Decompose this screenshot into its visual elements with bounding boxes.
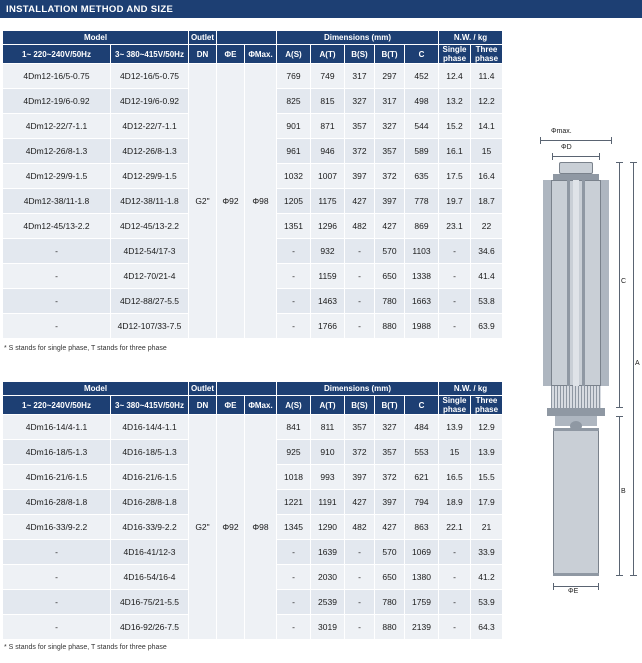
cell-c: 635 <box>405 164 439 189</box>
footnote-1: * S stands for single phase, T stands for three phase <box>4 345 167 352</box>
cell-nw-single: - <box>439 289 471 314</box>
cell-as: 961 <box>277 139 311 164</box>
cell-at: 932 <box>311 239 345 264</box>
cell-bs: 427 <box>345 490 375 515</box>
cell-at: 1639 <box>311 540 345 565</box>
th-nw: N.W. / kg <box>439 31 503 45</box>
cell-model-three: 4D12-19/6-0.92 <box>111 89 189 114</box>
stage-line-1 <box>567 180 570 386</box>
cell-c: 1759 <box>405 590 439 615</box>
cell-nw-three: 63.9 <box>471 314 503 339</box>
cell-model-three: 4D12-26/8-1.3 <box>111 139 189 164</box>
motor-body <box>553 428 599 576</box>
cell-model-single: 4Dm16-14/4-1.1 <box>3 415 111 440</box>
cell-bt: 780 <box>375 590 405 615</box>
cell-nw-single: 17.5 <box>439 164 471 189</box>
table-row <box>3 64 503 89</box>
label-phi-e: ΦE <box>568 588 579 595</box>
cell-as: - <box>277 590 311 615</box>
dim-tick-phie-right <box>598 583 599 590</box>
cell-at: 1766 <box>311 314 345 339</box>
cell-as: - <box>277 239 311 264</box>
cell-model-single: - <box>3 264 111 289</box>
cell-nw-three: 12.9 <box>471 415 503 440</box>
cell-model-three: 4D16-28/8-1.8 <box>111 490 189 515</box>
cell-c: 1069 <box>405 540 439 565</box>
cell-as: 1345 <box>277 515 311 540</box>
cell-model-single: - <box>3 615 111 640</box>
cell-nw-three: 41.4 <box>471 264 503 289</box>
cell-model-three: 4D16-75/21-5.5 <box>111 590 189 615</box>
table-header-row-1 <box>3 31 503 45</box>
cell-as: - <box>277 264 311 289</box>
cell-bs: 372 <box>345 440 375 465</box>
cell-as: 1221 <box>277 490 311 515</box>
cell-bs: - <box>345 264 375 289</box>
cell-as: 901 <box>277 114 311 139</box>
cell-at: 946 <box>311 139 345 164</box>
cell-nw-single: - <box>439 615 471 640</box>
cell-as: 1018 <box>277 465 311 490</box>
cell-phi-max: Φ98 <box>245 415 277 640</box>
cell-at: 2539 <box>311 590 345 615</box>
cell-at: 871 <box>311 114 345 139</box>
cell-model-three: 4D12-107/33-7.5 <box>111 314 189 339</box>
support-rail-left <box>543 180 551 386</box>
cell-c: 589 <box>405 139 439 164</box>
cell-model-three: 4D16-41/12-3 <box>111 540 189 565</box>
cell-bt: 327 <box>375 114 405 139</box>
cell-c: 544 <box>405 114 439 139</box>
cell-at: 1007 <box>311 164 345 189</box>
cell-bt: 317 <box>375 89 405 114</box>
dim-tick-c-top <box>616 162 623 163</box>
cell-bs: 357 <box>345 415 375 440</box>
th-phi-max: ΦMax. <box>245 45 277 64</box>
cell-as: - <box>277 289 311 314</box>
cell-nw-single: 18.9 <box>439 490 471 515</box>
cell-bs: - <box>345 314 375 339</box>
cell-as: 925 <box>277 440 311 465</box>
th-as: A(S) <box>277 45 311 64</box>
cell-bt: 780 <box>375 289 405 314</box>
cell-phi-e: Φ92 <box>217 415 245 640</box>
cell-nw-three: 13.9 <box>471 440 503 465</box>
th-bs: B(S) <box>345 396 375 415</box>
cell-nw-three: 41.2 <box>471 565 503 590</box>
cell-bs: - <box>345 540 375 565</box>
th-outlet-spacer <box>217 382 277 396</box>
cell-at: 1191 <box>311 490 345 515</box>
cell-bt: 397 <box>375 189 405 214</box>
motor-top-edge <box>553 428 599 431</box>
cell-bs: 317 <box>345 64 375 89</box>
th-nw: N.W. / kg <box>439 382 503 396</box>
cell-bt: 650 <box>375 565 405 590</box>
cell-as: 769 <box>277 64 311 89</box>
suction-strainer <box>551 386 601 408</box>
cell-as: - <box>277 565 311 590</box>
dim-line-phid <box>552 156 600 157</box>
th-single-phase: Single phase <box>439 396 471 415</box>
support-rail-right <box>601 180 609 386</box>
th-c: C <box>405 45 439 64</box>
cell-model-three: 4D16-14/4-1.1 <box>111 415 189 440</box>
th-three-phase: Three phase <box>471 45 503 64</box>
th-bt: B(T) <box>375 45 405 64</box>
spec-table-2-body <box>3 415 503 640</box>
spec-table-1-body <box>3 64 503 339</box>
stage-shaft <box>573 180 579 386</box>
th-phi-max: ΦMax. <box>245 396 277 415</box>
cell-model-three: 4D12-16/5-0.75 <box>111 64 189 89</box>
cell-c: 484 <box>405 415 439 440</box>
cell-c: 621 <box>405 465 439 490</box>
th-single-phase: Single phase <box>439 45 471 64</box>
cell-at: 2030 <box>311 565 345 590</box>
footnote-2: * S stands for single phase, T stands for three phase <box>4 644 167 651</box>
th-dimensions: Dimensions (mm) <box>277 382 439 396</box>
cell-at: 1159 <box>311 264 345 289</box>
cell-as: - <box>277 615 311 640</box>
cell-model-three: 4D16-54/16-4 <box>111 565 189 590</box>
cell-model-three: 4D12-29/9-1.5 <box>111 164 189 189</box>
cell-phi-e: Φ92 <box>217 64 245 339</box>
cell-nw-three: 14.1 <box>471 114 503 139</box>
cell-as: 841 <box>277 415 311 440</box>
cell-bt: 880 <box>375 615 405 640</box>
cell-nw-three: 21 <box>471 515 503 540</box>
cell-as: - <box>277 314 311 339</box>
dim-line-b <box>619 416 620 576</box>
suction-flange <box>547 408 605 416</box>
page-title: INSTALLATION METHOD AND SIZE <box>0 0 642 18</box>
cell-model-single: 4Dm12-19/6-0.92 <box>3 89 111 114</box>
cell-nw-three: 16.4 <box>471 164 503 189</box>
cell-model-single: 4Dm12-16/5-0.75 <box>3 64 111 89</box>
cell-bs: 372 <box>345 139 375 164</box>
cell-bt: 427 <box>375 515 405 540</box>
cell-bt: 650 <box>375 264 405 289</box>
cell-bt: 357 <box>375 139 405 164</box>
pump-dimension-drawing <box>523 128 641 598</box>
dim-tick-phimax-right <box>611 137 612 144</box>
cell-nw-single: 16.5 <box>439 465 471 490</box>
cell-bt: 427 <box>375 214 405 239</box>
cell-c: 794 <box>405 490 439 515</box>
th-model: Model <box>3 382 189 396</box>
th-outlet: Outlet <box>189 382 217 396</box>
th-bt: B(T) <box>375 396 405 415</box>
dim-line-a <box>633 162 634 576</box>
cell-bs: - <box>345 565 375 590</box>
cell-c: 2139 <box>405 615 439 640</box>
dim-tick-phid-right <box>599 153 600 160</box>
th-model-three: 3~ 380~415V/50Hz <box>111 45 189 64</box>
cell-bs: - <box>345 239 375 264</box>
cell-model-single: 4Dm16-33/9-2.2 <box>3 515 111 540</box>
cell-model-three: 4D12-45/13-2.2 <box>111 214 189 239</box>
cell-bs: - <box>345 590 375 615</box>
cell-at: 993 <box>311 465 345 490</box>
cell-c: 778 <box>405 189 439 214</box>
cell-model-three: 4D16-21/6-1.5 <box>111 465 189 490</box>
cell-bt: 357 <box>375 440 405 465</box>
cell-nw-single: 12.4 <box>439 64 471 89</box>
cell-model-three: 4D16-18/5-1.3 <box>111 440 189 465</box>
cell-model-single: 4Dm12-26/8-1.3 <box>3 139 111 164</box>
cell-c: 498 <box>405 89 439 114</box>
dim-line-phie <box>553 586 599 587</box>
cell-at: 910 <box>311 440 345 465</box>
dim-tick-phie-left <box>553 583 554 590</box>
cell-nw-single: - <box>439 239 471 264</box>
stage-line-2 <box>582 180 585 386</box>
cell-dn: G2" <box>189 64 217 339</box>
th-phi-e: ΦE <box>217 396 245 415</box>
cell-nw-single: - <box>439 540 471 565</box>
th-phi-e: ΦE <box>217 45 245 64</box>
cell-nw-single: - <box>439 314 471 339</box>
outlet-port <box>559 162 593 174</box>
cell-as: 1351 <box>277 214 311 239</box>
th-dn: DN <box>189 396 217 415</box>
cell-nw-three: 15.5 <box>471 465 503 490</box>
cell-model-single: - <box>3 314 111 339</box>
label-phi-d: ΦD <box>561 144 572 151</box>
cell-as: 1032 <box>277 164 311 189</box>
cell-nw-three: 18.7 <box>471 189 503 214</box>
cell-bs: 482 <box>345 515 375 540</box>
cell-bt: 570 <box>375 540 405 565</box>
cell-as: 1205 <box>277 189 311 214</box>
th-outlet: Outlet <box>189 31 217 45</box>
cell-dn: G2" <box>189 415 217 640</box>
th-bs: B(S) <box>345 45 375 64</box>
cell-model-single: - <box>3 239 111 264</box>
cell-nw-three: 17.9 <box>471 490 503 515</box>
cell-c: 869 <box>405 214 439 239</box>
dim-tick-a-bottom <box>630 575 637 576</box>
table-header-row-2 <box>3 396 503 415</box>
cell-nw-three: 11.4 <box>471 64 503 89</box>
table-header-row-1 <box>3 382 503 396</box>
cell-bs: - <box>345 289 375 314</box>
cell-nw-single: - <box>439 565 471 590</box>
cell-model-single: - <box>3 565 111 590</box>
cell-nw-single: 16.1 <box>439 139 471 164</box>
cell-at: 3019 <box>311 615 345 640</box>
cell-nw-three: 53.9 <box>471 590 503 615</box>
cell-nw-single: 22.1 <box>439 515 471 540</box>
cell-nw-single: 15 <box>439 440 471 465</box>
cell-at: 1175 <box>311 189 345 214</box>
cell-c: 1103 <box>405 239 439 264</box>
cell-model-single: 4Dm12-45/13-2.2 <box>3 214 111 239</box>
dim-line-c <box>619 162 620 408</box>
cell-nw-three: 12.2 <box>471 89 503 114</box>
cell-nw-single: 13.2 <box>439 89 471 114</box>
table-row <box>3 415 503 440</box>
cell-at: 815 <box>311 89 345 114</box>
th-at: A(T) <box>311 396 345 415</box>
cell-model-single: 4Dm16-18/5-1.3 <box>3 440 111 465</box>
label-a: A <box>635 360 640 367</box>
cell-c: 553 <box>405 440 439 465</box>
cell-bs: - <box>345 615 375 640</box>
cell-nw-single: - <box>439 264 471 289</box>
cell-model-three: 4D12-54/17-3 <box>111 239 189 264</box>
label-b: B <box>621 488 626 495</box>
cell-model-three: 4D16-33/9-2.2 <box>111 515 189 540</box>
cell-nw-single: 23.1 <box>439 214 471 239</box>
cell-phi-max: Φ98 <box>245 64 277 339</box>
label-phi-max: Φmax. <box>551 128 572 135</box>
cell-at: 1463 <box>311 289 345 314</box>
dim-line-phimax <box>540 140 612 141</box>
th-dimensions: Dimensions (mm) <box>277 31 439 45</box>
cell-model-single: - <box>3 289 111 314</box>
cell-c: 863 <box>405 515 439 540</box>
cell-bs: 482 <box>345 214 375 239</box>
table-header-row-2 <box>3 45 503 64</box>
dim-tick-c-bottom <box>616 407 623 408</box>
cell-bt: 880 <box>375 314 405 339</box>
cell-model-single: - <box>3 540 111 565</box>
label-c: C <box>621 278 627 285</box>
cell-nw-single: 13.9 <box>439 415 471 440</box>
cell-bs: 357 <box>345 114 375 139</box>
cell-bs: 327 <box>345 89 375 114</box>
th-model-single: 1~ 220~240V/50Hz <box>3 45 111 64</box>
cell-bt: 372 <box>375 164 405 189</box>
cell-nw-single: 19.7 <box>439 189 471 214</box>
dim-tick-b-bottom <box>616 575 623 576</box>
cell-c: 1338 <box>405 264 439 289</box>
dim-tick-b-top <box>616 416 623 417</box>
cell-c: 1380 <box>405 565 439 590</box>
th-outlet-spacer <box>217 31 277 45</box>
cell-at: 811 <box>311 415 345 440</box>
cell-c: 1663 <box>405 289 439 314</box>
cell-nw-single: - <box>439 590 471 615</box>
cell-at: 749 <box>311 64 345 89</box>
cell-nw-single: 15.2 <box>439 114 471 139</box>
cell-bt: 372 <box>375 465 405 490</box>
cell-as: - <box>277 540 311 565</box>
cell-model-three: 4D16-92/26-7.5 <box>111 615 189 640</box>
th-model: Model <box>3 31 189 45</box>
th-at: A(T) <box>311 45 345 64</box>
spec-table-2-wrapper <box>2 381 503 640</box>
dim-tick-a-top <box>630 162 637 163</box>
cell-bs: 397 <box>345 164 375 189</box>
spec-table-2 <box>2 381 503 640</box>
cell-model-single: 4Dm16-21/6-1.5 <box>3 465 111 490</box>
cell-model-three: 4D12-70/21-4 <box>111 264 189 289</box>
th-as: A(S) <box>277 396 311 415</box>
cell-model-three: 4D12-22/7-1.1 <box>111 114 189 139</box>
cell-as: 825 <box>277 89 311 114</box>
cell-c: 452 <box>405 64 439 89</box>
cell-c: 1988 <box>405 314 439 339</box>
cell-nw-three: 53.8 <box>471 289 503 314</box>
cell-model-single: 4Dm12-29/9-1.5 <box>3 164 111 189</box>
dim-tick-phimax-left <box>540 137 541 144</box>
cell-nw-three: 34.6 <box>471 239 503 264</box>
cell-model-single: 4Dm16-28/8-1.8 <box>3 490 111 515</box>
cell-nw-three: 33.9 <box>471 540 503 565</box>
cell-at: 1296 <box>311 214 345 239</box>
cell-bs: 427 <box>345 189 375 214</box>
cell-nw-three: 64.3 <box>471 615 503 640</box>
cell-model-single: 4Dm12-38/11-1.8 <box>3 189 111 214</box>
cell-bs: 397 <box>345 465 375 490</box>
dim-tick-phid-left <box>552 153 553 160</box>
cell-nw-three: 15 <box>471 139 503 164</box>
th-model-single: 1~ 220~240V/50Hz <box>3 396 111 415</box>
cell-bt: 297 <box>375 64 405 89</box>
motor-bottom-edge <box>553 573 599 576</box>
spec-table-1 <box>2 30 503 339</box>
spec-table-1-wrapper <box>2 30 503 339</box>
cell-model-three: 4D12-88/27-5.5 <box>111 289 189 314</box>
cell-model-single: - <box>3 590 111 615</box>
cell-model-single: 4Dm12-22/7-1.1 <box>3 114 111 139</box>
cell-nw-three: 22 <box>471 214 503 239</box>
cell-at: 1290 <box>311 515 345 540</box>
th-three-phase: Three phase <box>471 396 503 415</box>
cell-bt: 397 <box>375 490 405 515</box>
cell-bt: 570 <box>375 239 405 264</box>
th-dn: DN <box>189 45 217 64</box>
cell-bt: 327 <box>375 415 405 440</box>
cell-model-three: 4D12-38/11-1.8 <box>111 189 189 214</box>
th-model-three: 3~ 380~415V/50Hz <box>111 396 189 415</box>
th-c: C <box>405 396 439 415</box>
